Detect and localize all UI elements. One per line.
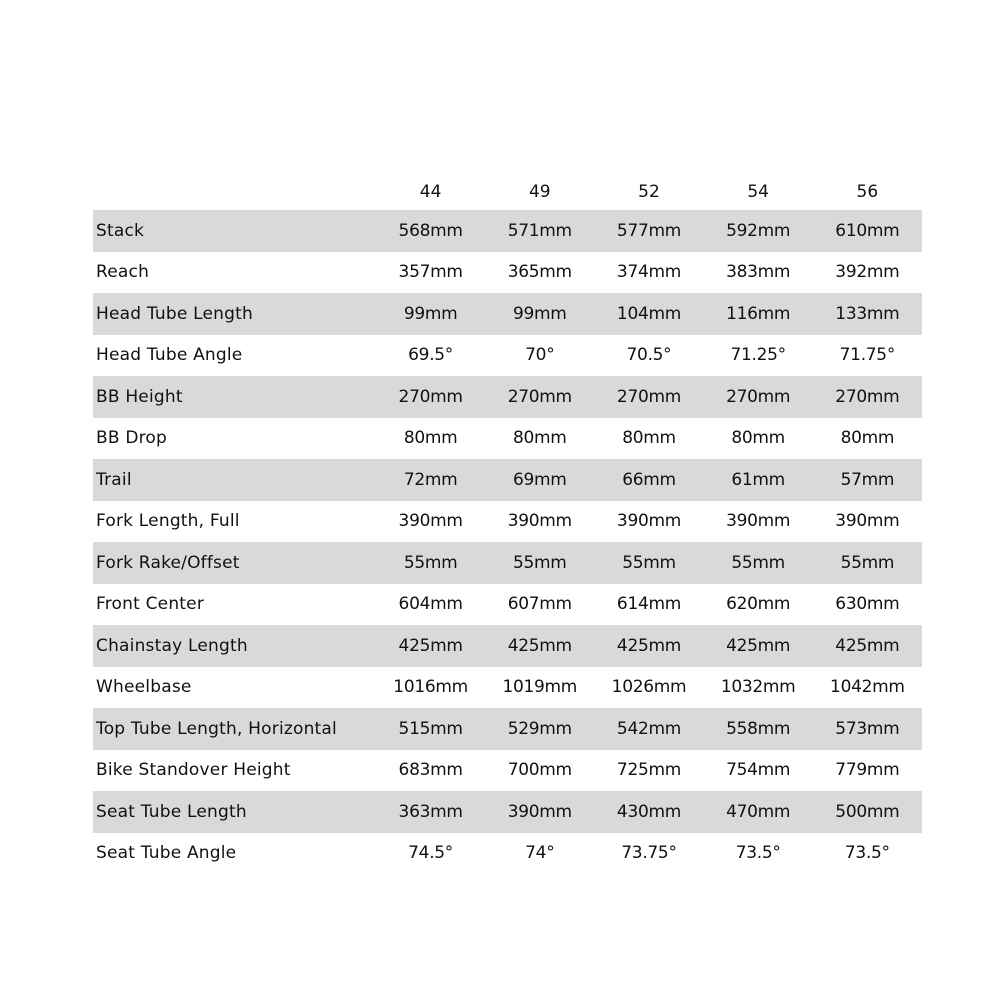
row-label: Stack xyxy=(96,220,145,241)
row-value: 69mm xyxy=(513,469,567,490)
row-label: Wheelbase xyxy=(96,677,192,698)
row-label: Seat Tube Angle xyxy=(96,843,237,864)
row-value: 425mm xyxy=(726,635,791,656)
row-value: 383mm xyxy=(726,262,791,283)
row-value: 529mm xyxy=(507,718,572,739)
row-value: 425mm xyxy=(507,635,572,656)
row-value: 66mm xyxy=(622,469,676,490)
row-label: Bike Standover Height xyxy=(96,760,291,781)
row-value: 392mm xyxy=(835,262,900,283)
row-value: 61mm xyxy=(731,469,785,490)
table-row xyxy=(93,376,922,418)
row-value: 365mm xyxy=(507,262,572,283)
table-row xyxy=(93,252,922,294)
row-value: 270mm xyxy=(507,386,572,407)
row-value: 425mm xyxy=(616,635,681,656)
row-value: 133mm xyxy=(835,303,900,324)
table-row xyxy=(93,791,922,833)
row-value: 425mm xyxy=(835,635,900,656)
row-value: 374mm xyxy=(616,262,681,283)
geometry-table xyxy=(93,174,922,874)
row-value: 363mm xyxy=(398,801,463,822)
row-value: 683mm xyxy=(398,760,463,781)
row-value: 754mm xyxy=(726,760,791,781)
row-label: Trail xyxy=(96,469,132,490)
table-row xyxy=(93,625,922,667)
row-value: 270mm xyxy=(616,386,681,407)
row-value: 390mm xyxy=(507,511,572,532)
table-row xyxy=(93,542,922,584)
row-value: 430mm xyxy=(616,801,681,822)
table-row xyxy=(93,418,922,460)
row-value: 604mm xyxy=(398,594,463,615)
row-value: 620mm xyxy=(726,594,791,615)
row-label: Head Tube Length xyxy=(96,303,253,324)
table-header-row xyxy=(93,174,922,210)
row-value: 515mm xyxy=(398,718,463,739)
row-value: 55mm xyxy=(403,552,458,573)
row-value: 558mm xyxy=(726,718,791,739)
row-value: 80mm xyxy=(622,428,676,449)
row-value: 1042mm xyxy=(830,677,905,698)
row-label: BB Drop xyxy=(96,428,168,449)
row-value: 390mm xyxy=(616,511,681,532)
row-value: 55mm xyxy=(840,552,895,573)
row-value: 270mm xyxy=(835,386,900,407)
row-label: Chainstay Length xyxy=(96,635,248,656)
table-row xyxy=(93,584,922,626)
row-label: Front Center xyxy=(96,594,205,615)
row-value: 70° xyxy=(525,345,555,366)
row-value: 577mm xyxy=(616,220,681,241)
row-value: 71.25° xyxy=(730,345,786,366)
row-value: 610mm xyxy=(835,220,900,241)
table-body xyxy=(93,210,922,874)
row-value: 568mm xyxy=(398,220,463,241)
row-value: 55mm xyxy=(513,552,567,573)
row-value: 500mm xyxy=(835,801,900,822)
row-value: 542mm xyxy=(616,718,681,739)
row-value: 357mm xyxy=(398,262,463,283)
row-value: 390mm xyxy=(398,511,463,532)
size-header: 52 xyxy=(638,182,660,202)
row-value: 69.5° xyxy=(408,345,454,366)
row-label: Head Tube Angle xyxy=(96,345,243,366)
table-row xyxy=(93,459,922,501)
size-header: 44 xyxy=(419,182,442,202)
row-value: 270mm xyxy=(726,386,791,407)
row-value: 80mm xyxy=(840,428,895,449)
row-value: 470mm xyxy=(726,801,791,822)
row-value: 725mm xyxy=(616,760,681,781)
row-label: Reach xyxy=(96,262,150,283)
size-header: 54 xyxy=(747,182,769,202)
row-value: 99mm xyxy=(513,303,567,324)
row-value: 390mm xyxy=(507,801,572,822)
row-value: 1026mm xyxy=(611,677,687,698)
row-value: 73.75° xyxy=(621,843,677,864)
row-value: 80mm xyxy=(513,428,567,449)
table-row xyxy=(93,833,922,875)
row-value: 607mm xyxy=(507,594,572,615)
row-value: 72mm xyxy=(403,469,458,490)
row-value: 99mm xyxy=(403,303,458,324)
row-value: 80mm xyxy=(403,428,458,449)
table-row xyxy=(93,667,922,709)
row-value: 390mm xyxy=(835,511,900,532)
row-value: 1016mm xyxy=(393,677,468,698)
row-value: 73.5° xyxy=(735,843,781,864)
row-value: 573mm xyxy=(835,718,900,739)
row-value: 74° xyxy=(525,843,555,864)
size-header: 56 xyxy=(856,182,879,202)
row-label: BB Height xyxy=(96,386,183,407)
row-value: 700mm xyxy=(507,760,572,781)
row-value: 104mm xyxy=(616,303,681,324)
row-value: 116mm xyxy=(726,303,791,324)
row-value: 270mm xyxy=(398,386,463,407)
row-value: 1032mm xyxy=(720,677,796,698)
table-row xyxy=(93,750,922,792)
row-value: 779mm xyxy=(835,760,900,781)
row-value: 614mm xyxy=(616,594,681,615)
row-value: 70.5° xyxy=(626,345,672,366)
row-value: 571mm xyxy=(507,220,572,241)
row-value: 71.75° xyxy=(839,345,896,366)
row-value: 1019mm xyxy=(502,677,578,698)
row-label: Fork Rake/Offset xyxy=(96,552,240,573)
table-row xyxy=(93,501,922,543)
row-value: 80mm xyxy=(731,428,785,449)
row-value: 55mm xyxy=(622,552,676,573)
row-label: Top Tube Length, Horizontal xyxy=(96,718,337,739)
row-value: 74.5° xyxy=(408,843,454,864)
row-value: 73.5° xyxy=(844,843,890,864)
row-value: 390mm xyxy=(726,511,791,532)
row-value: 630mm xyxy=(835,594,900,615)
table-row xyxy=(93,335,922,377)
row-label: Fork Length, Full xyxy=(96,511,240,532)
row-value: 57mm xyxy=(840,469,895,490)
row-value: 55mm xyxy=(731,552,785,573)
row-value: 592mm xyxy=(726,220,791,241)
row-label: Seat Tube Length xyxy=(96,801,247,822)
table-row xyxy=(93,293,922,335)
size-header: 49 xyxy=(528,182,551,202)
table-row xyxy=(93,210,922,252)
row-value: 425mm xyxy=(398,635,463,656)
table-row xyxy=(93,708,922,750)
